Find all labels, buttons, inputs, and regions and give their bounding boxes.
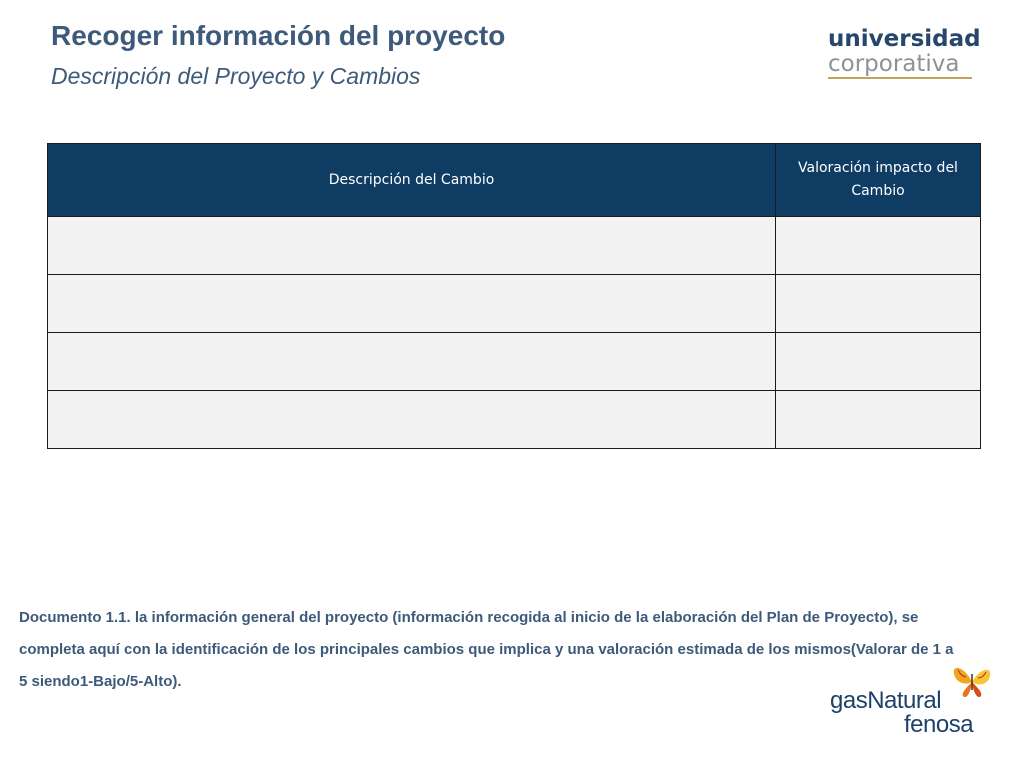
impact-cell[interactable]	[776, 391, 981, 449]
header-descripcion-cambio: Descripción del Cambio	[48, 144, 776, 217]
impact-cell[interactable]	[776, 333, 981, 391]
table-row	[48, 333, 981, 391]
description-cell[interactable]	[48, 391, 776, 449]
logo-text-fenosa: fenosa	[904, 711, 974, 738]
table-row	[48, 275, 981, 333]
table-header-row	[48, 144, 981, 217]
table-row	[48, 217, 981, 275]
description-cell[interactable]	[48, 275, 776, 333]
logo-text-universidad: universidad	[828, 26, 981, 52]
butterfly-icon	[950, 660, 994, 700]
description-cell[interactable]	[48, 333, 776, 391]
gas-natural-fenosa-logo	[830, 660, 1010, 750]
logo-text-corporativa: corporativa	[828, 51, 960, 77]
footnote-text: Documento 1.1. la información general del proyecto (información recogida al inicio de la elaboración del Plan de Proyecto), se completa aquí con la identificación de los principales cambios que implica y una valoración estimada de los mismos(Valorar de 1 a 5 siendo1-Bajo/5-Alto).	[19, 609, 954, 690]
impact-cell[interactable]	[776, 217, 981, 275]
page-title: Recoger información del proyecto	[51, 20, 506, 51]
logo-text-gasnatural: gasNatural	[830, 687, 942, 714]
table-row	[48, 391, 981, 449]
universidad-corporativa-logo	[828, 26, 981, 77]
page-subtitle: Descripción del Proyecto y Cambios	[51, 63, 421, 89]
logo-underline	[828, 77, 972, 79]
changes-table	[47, 143, 981, 449]
description-cell[interactable]	[48, 217, 776, 275]
header-valoracion-impacto: Valoración impacto del Cambio	[776, 144, 981, 217]
impact-cell[interactable]	[776, 275, 981, 333]
